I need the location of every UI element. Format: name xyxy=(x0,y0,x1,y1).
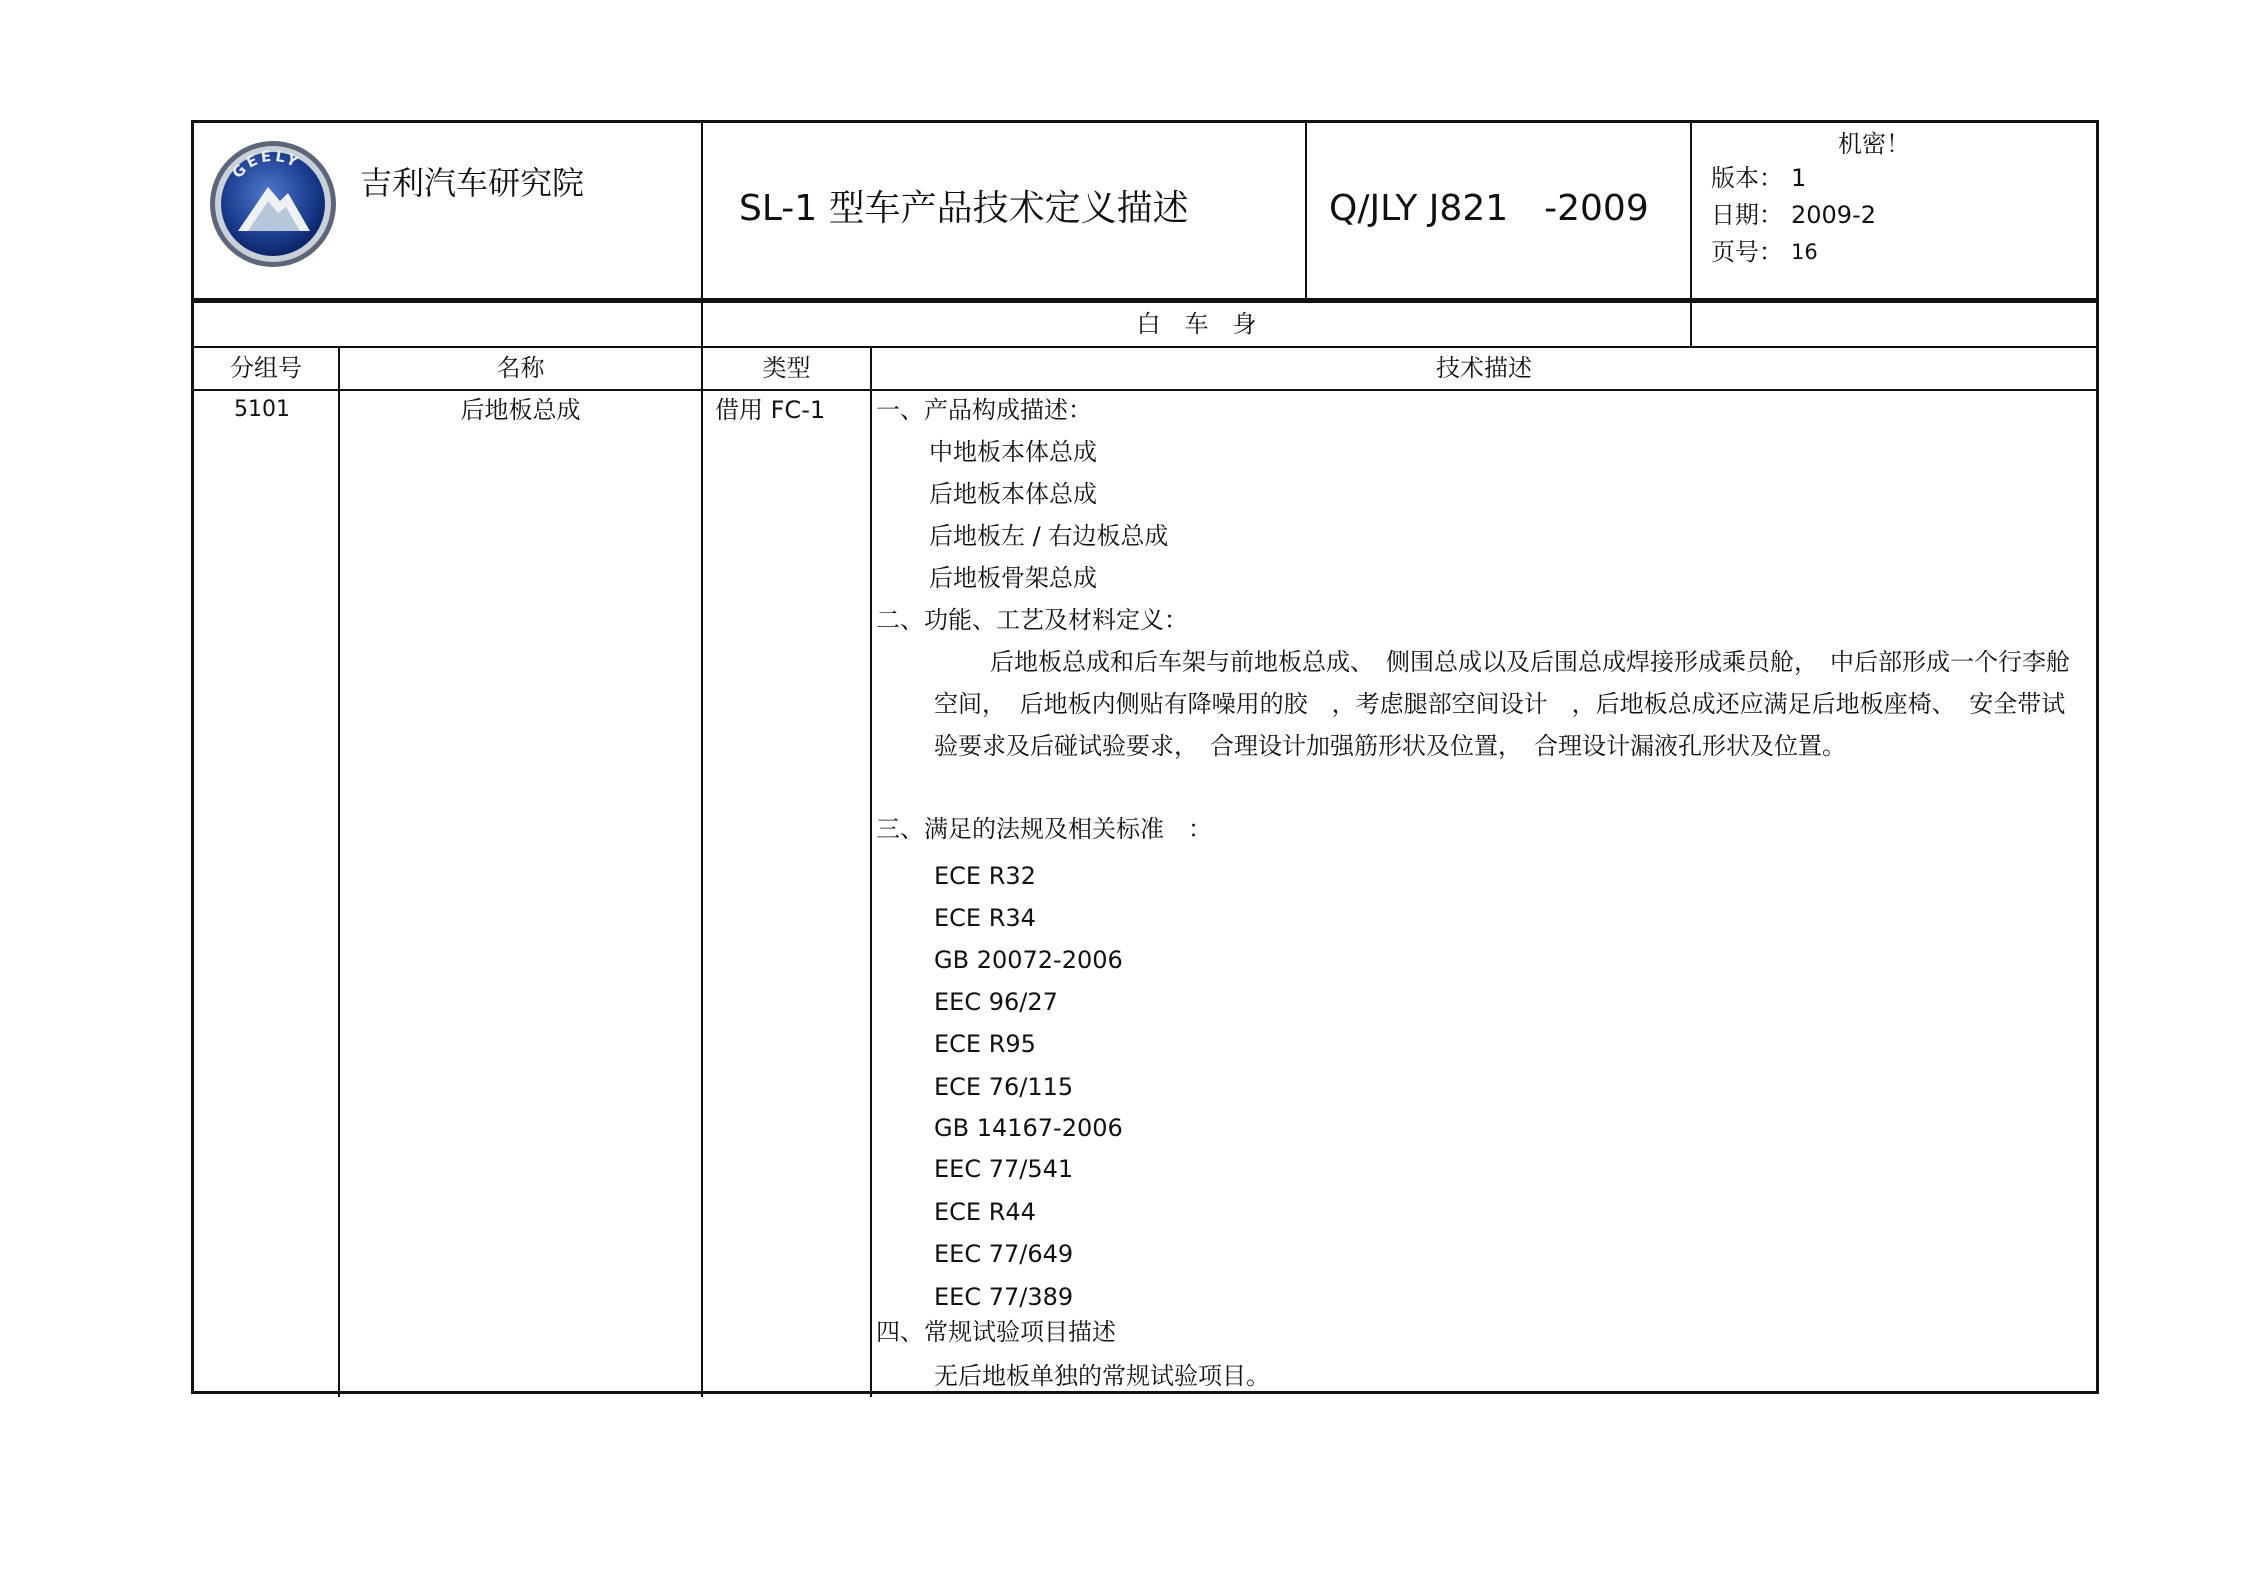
s2-paragraph: 后地板总成和后车架与前地板总成、 侧围总成以及后围总成焊接形成乘员舱， 中后部形成一个行李舱空间， 后地板内侧贴有降噪用的胶 ，考虑腿部空间设计 ，后地板总成还应满足后地板座椅、 安全带试验要求及后碰试验要求， 合理设计加强筋形状及位置， 合理设计漏液孔形状及位置。 xyxy=(934,648,2070,760)
table-divider-2 xyxy=(701,347,703,1397)
column-header-name: 名称 xyxy=(496,354,545,382)
column-header-type: 类型 xyxy=(762,354,811,382)
doc-code: Q/JLY J821 -2009 xyxy=(1329,188,1649,229)
svg-text:GEELY: GEELY xyxy=(228,146,304,182)
standard-item: EEC 77/541 xyxy=(934,1155,1074,1183)
header-bottom-rule xyxy=(194,298,2096,303)
section-title: 白 车 身 xyxy=(1136,310,1257,338)
standard-item: ECE R44 xyxy=(934,1198,1036,1226)
s1-title: 一、产品构成描述： xyxy=(876,396,1092,424)
standard-item: ECE R32 xyxy=(934,862,1036,890)
version-label: 版本： xyxy=(1711,164,1783,192)
standard-item: EEC 77/649 xyxy=(934,1240,1074,1268)
doc-title: SL-1 型车产品技术定义描述 xyxy=(739,188,1189,229)
s1-item: 中地板本体总成 xyxy=(929,438,1097,466)
version-value: 1 xyxy=(1791,164,1807,192)
standard-item: ECE R34 xyxy=(934,904,1036,932)
s4-title: 四、常规试验项目描述 xyxy=(876,1318,1116,1346)
standard-item: EEC 96/27 xyxy=(934,988,1058,1016)
geely-logo-icon xyxy=(208,139,338,269)
cell-name: 后地板总成 xyxy=(460,396,581,424)
section-divider-2 xyxy=(1690,303,1692,347)
document-sheet xyxy=(191,120,2099,1394)
org-name: 吉利汽车研究院 xyxy=(360,164,585,202)
s1-item: 后地板本体总成 xyxy=(929,480,1097,508)
cell-group-no: 5101 xyxy=(234,397,290,422)
s4-text: 无后地板单独的常规试验项目。 xyxy=(934,1362,1270,1390)
confidential-label: 机密！ xyxy=(1838,130,1910,158)
standard-item: ECE 76/115 xyxy=(934,1073,1074,1101)
page-label: 页号： xyxy=(1711,238,1783,266)
table-divider-3 xyxy=(870,347,872,1397)
s2-title: 二、功能、工艺及材料定义： xyxy=(876,606,1188,634)
date-value: 2009-2 xyxy=(1791,201,1877,229)
column-header-group-no: 分组号 xyxy=(230,354,302,382)
header-divider-2 xyxy=(1305,123,1307,298)
date-label: 日期： xyxy=(1711,201,1783,229)
standard-item: GB 20072-2006 xyxy=(934,946,1123,974)
s1-item: 后地板左 / 右边板总成 xyxy=(929,522,1169,550)
s1-item: 后地板骨架总成 xyxy=(929,564,1097,592)
s3-title: 三、满足的法规及相关标准 ： xyxy=(876,815,1212,843)
table-divider-1 xyxy=(338,347,340,1397)
section-bottom-rule xyxy=(194,346,2096,348)
standard-item: GB 14167-2006 xyxy=(934,1114,1123,1142)
column-header-bottom-rule xyxy=(194,389,2096,391)
header-divider-3 xyxy=(1690,123,1692,298)
page-value: 16 xyxy=(1791,240,1818,264)
header-divider-1 xyxy=(701,123,703,298)
cell-type: 借用 FC-1 xyxy=(715,396,826,424)
column-header-description: 技术描述 xyxy=(1436,354,1532,382)
standard-item: ECE R95 xyxy=(934,1030,1036,1058)
standard-item: EEC 77/389 xyxy=(934,1283,1074,1311)
